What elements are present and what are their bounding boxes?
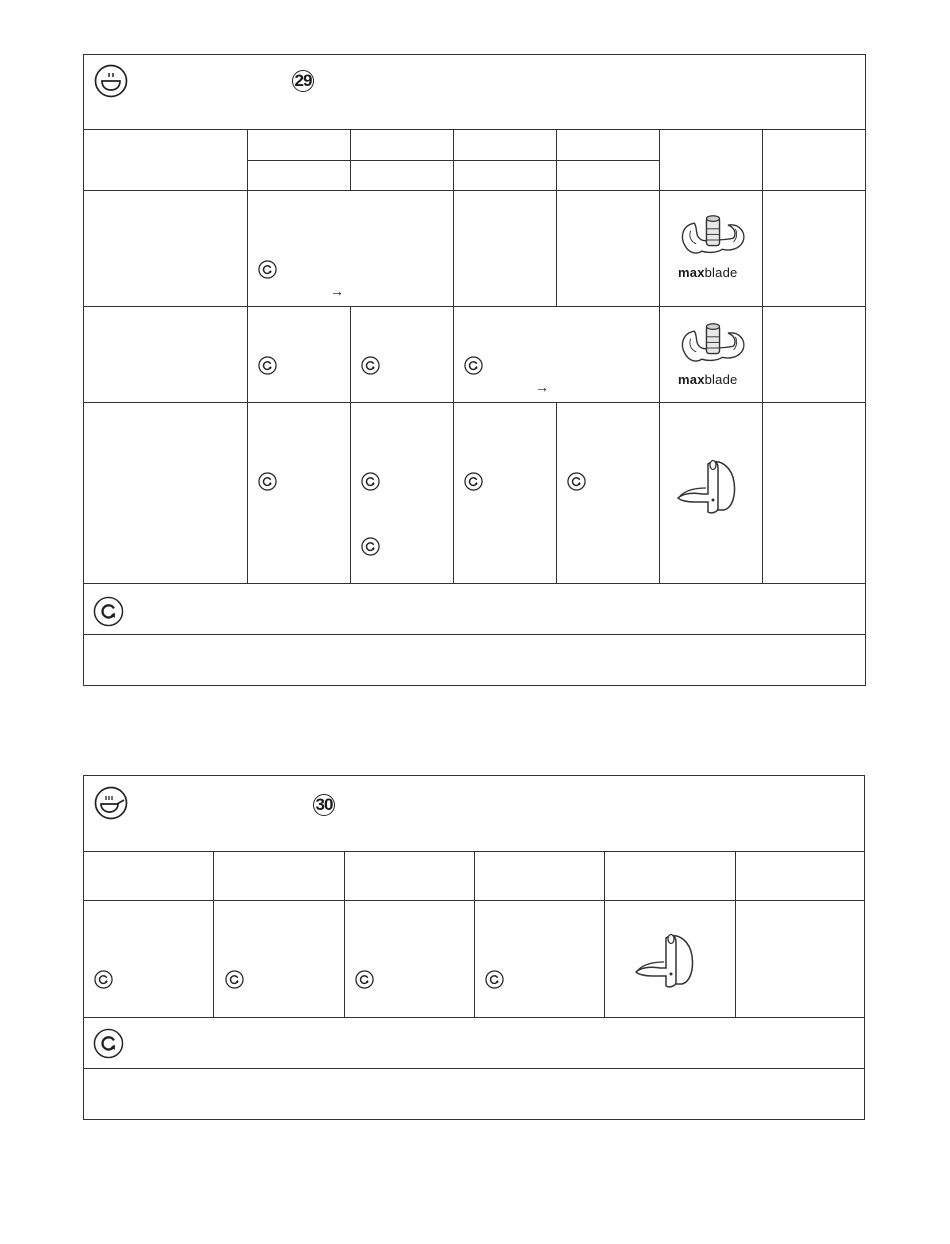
pulse-icon	[355, 970, 374, 989]
pulse-icon	[258, 472, 277, 491]
pulse-icon	[94, 970, 113, 989]
pulse-icon	[361, 472, 380, 491]
maxblade-label: maxblade	[678, 265, 738, 280]
pulse-icon	[225, 970, 244, 989]
arrow-icon: →	[330, 283, 344, 299]
bowl-spatula-icon	[94, 786, 128, 820]
pulse-icon	[567, 472, 586, 491]
maxblade-icon	[673, 212, 753, 268]
pulse-icon	[464, 356, 483, 375]
pulse-icon	[258, 356, 277, 375]
pulse-icon	[485, 970, 504, 989]
pulse-icon	[464, 472, 483, 491]
dough-hook-icon	[672, 452, 752, 522]
bowl-steam-icon	[94, 64, 128, 98]
pulse-icon	[361, 537, 380, 556]
pulse-icon	[258, 260, 277, 279]
pulse-icon	[93, 596, 124, 627]
figure-number: 30	[313, 794, 335, 816]
pulse-icon	[93, 1028, 124, 1059]
arrow-icon: →	[535, 379, 549, 395]
maxblade-icon	[673, 320, 753, 376]
pulse-icon	[361, 356, 380, 375]
maxblade-label: maxblade	[678, 372, 738, 387]
dough-hook-icon	[630, 926, 710, 996]
figure-number: 29	[292, 70, 314, 92]
